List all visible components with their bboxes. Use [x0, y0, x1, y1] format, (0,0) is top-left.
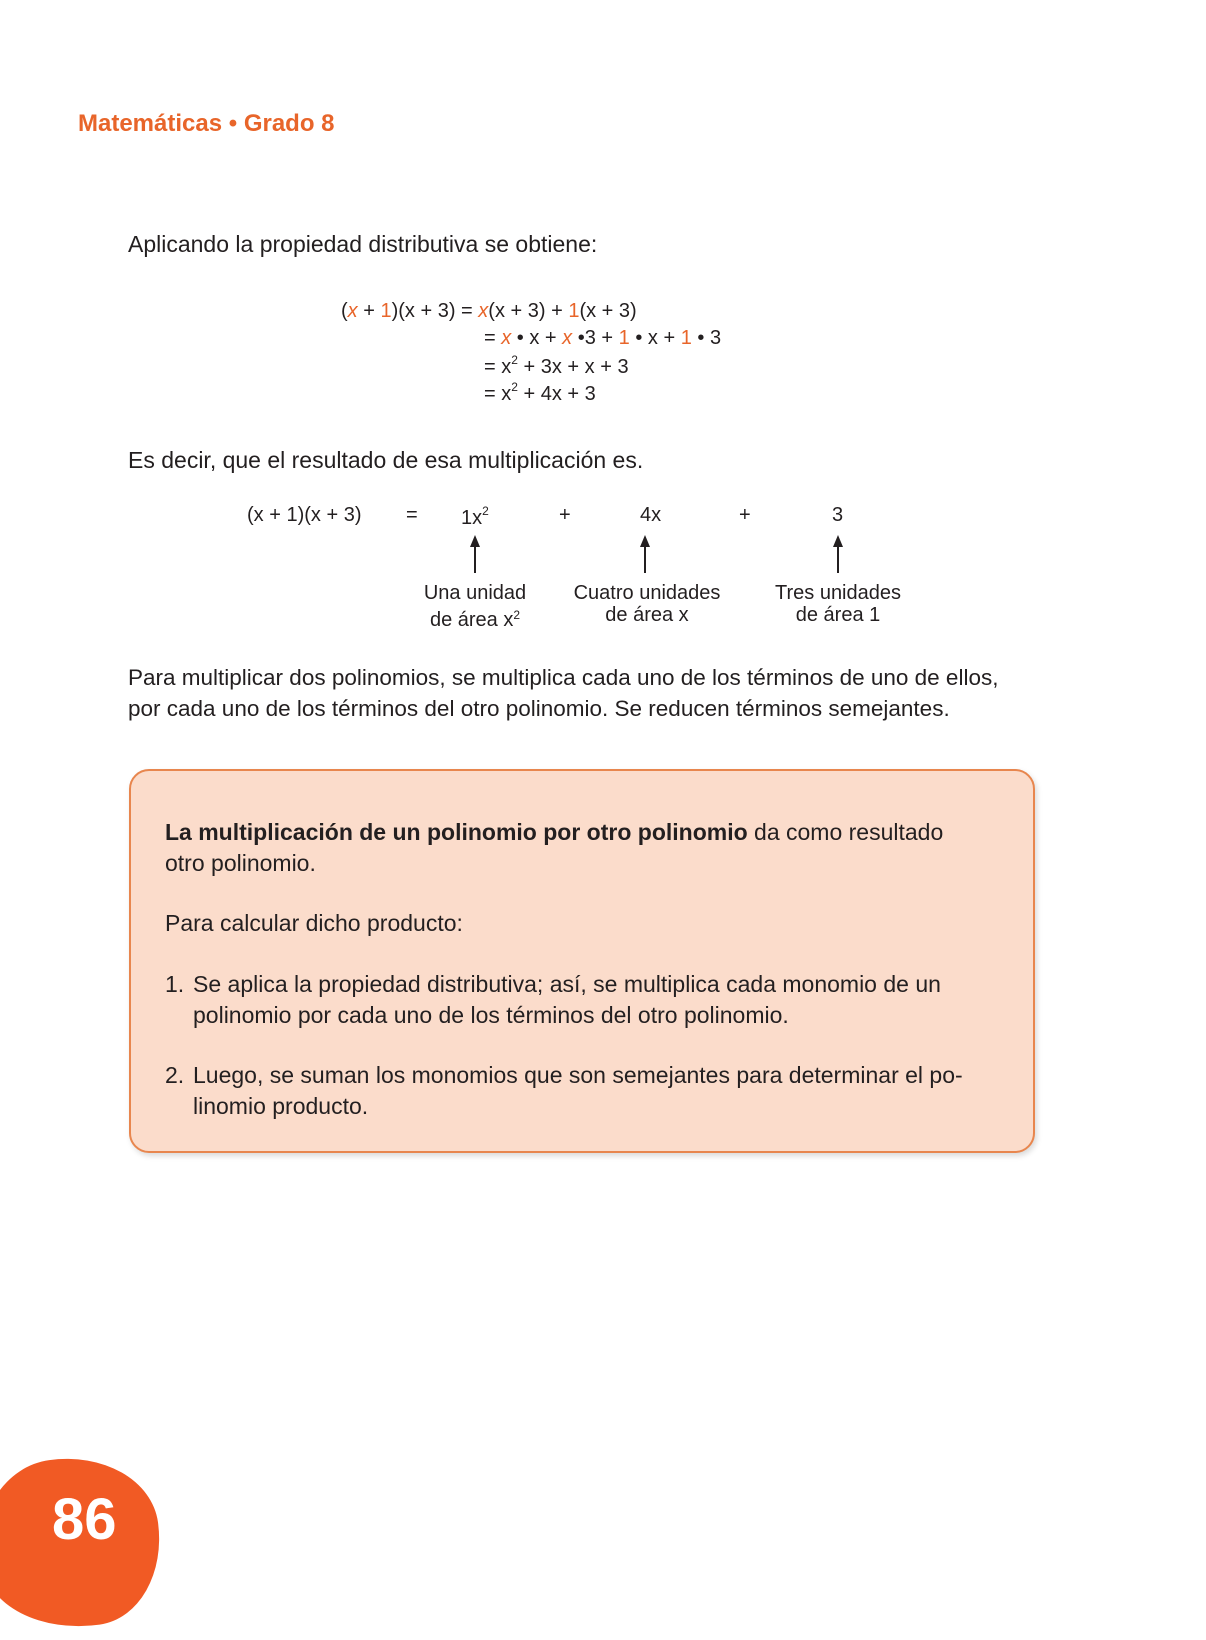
rule-paragraph: [128, 662, 998, 724]
token: (: [341, 300, 348, 322]
token: x: [562, 327, 573, 349]
token: x: [501, 327, 512, 349]
plus-sign: +: [559, 504, 571, 526]
box-line: otro polinomio.: [165, 850, 316, 876]
rule-line: por cada uno de los términos del otro polinomio. Se reducen términos semejantes.: [128, 696, 950, 721]
token: da como resultado: [747, 819, 944, 845]
token: = x: [484, 383, 512, 405]
rule-line: Para multiplicar dos polinomios, se multiplica cada uno de los términos de uno de ellos,: [128, 665, 999, 690]
label-line: Una unidad: [423, 582, 527, 604]
token: 1: [618, 327, 630, 349]
exponent: 2: [511, 380, 518, 394]
page-number: 86: [52, 1487, 117, 1552]
token: • x +: [629, 327, 681, 349]
box-line: linomio producto.: [193, 1093, 369, 1119]
label-line: Tres unidades: [775, 582, 901, 604]
box-line: [165, 817, 943, 848]
label-x-squared: [413, 582, 537, 631]
token: 1: [680, 327, 692, 349]
list-item-1: [193, 969, 941, 1031]
result-equals: =: [406, 504, 418, 526]
token: + 3x + x + 3: [517, 356, 629, 378]
header-separator: •: [228, 110, 238, 137]
derivation-line-1: [341, 300, 637, 323]
subject-title: Matemáticas: [78, 110, 223, 137]
token: 1: [380, 300, 392, 322]
list-item-2-number: 2.: [165, 1062, 185, 1088]
token: de área x: [429, 609, 514, 631]
token: +: [357, 300, 381, 322]
token: =: [484, 327, 502, 349]
label-3: [764, 582, 912, 626]
box-line: Luego, se suman los monomios que son semejantes para determinar el po-: [193, 1062, 963, 1088]
box-definition: [165, 817, 943, 879]
token: = x: [484, 356, 512, 378]
derivation-line-4: [484, 380, 596, 406]
es-decir-text: Es decir, que el resultado de esa multiplicación es.: [128, 447, 644, 473]
list-item-1-number: 1.: [165, 971, 185, 997]
derivation-line-2: [484, 327, 721, 350]
exponent: 2: [511, 353, 518, 367]
running-header: [78, 110, 335, 138]
box-calc-intro: Para calcular dicho producto:: [165, 910, 463, 936]
arrow-shaft: [644, 545, 646, 573]
label-line: de área 1: [795, 604, 881, 626]
arrow-shaft: [837, 545, 839, 573]
token: )(x + 3) =: [391, 300, 479, 322]
token: 1x: [461, 507, 483, 529]
token: • 3: [691, 327, 722, 349]
token: (x + 3): [579, 300, 637, 322]
box-line: Se aplica la propiedad distributiva; así, se multiplica cada monomio de un: [193, 971, 941, 997]
token: x: [347, 300, 358, 322]
plus-sign: +: [739, 504, 751, 526]
label-line: Cuatro unidades: [573, 582, 721, 604]
intro-text: Aplicando la propiedad distributiva se obtiene:: [128, 231, 598, 257]
token: (x + 3) +: [488, 300, 569, 322]
token: + 4x + 3: [517, 383, 596, 405]
derivation-line-3: [484, 353, 629, 379]
result-lhs: (x + 1)(x + 3): [247, 504, 362, 526]
definition-box: [129, 769, 1035, 1153]
term-3: 3: [832, 504, 844, 526]
bold-term: La multiplicación de un polinomio por otro polinomio: [165, 819, 748, 845]
exponent: 2: [513, 608, 521, 622]
term-x-squared: [461, 504, 489, 530]
term-4x: 4x: [640, 504, 662, 526]
token: 1: [568, 300, 580, 322]
list-item-2: [193, 1060, 963, 1122]
label-line: de área x: [605, 604, 689, 626]
label-4x: [563, 582, 731, 626]
token: •3 +: [572, 327, 619, 349]
grade-title: Grado 8: [243, 110, 335, 137]
exponent: 2: [482, 504, 489, 518]
token: • x +: [511, 327, 563, 349]
label-line: [413, 604, 537, 631]
arrow-shaft: [474, 545, 476, 573]
box-line: polinomio por cada uno de los términos del otro polinomio.: [193, 1002, 789, 1028]
token: x: [478, 300, 489, 322]
